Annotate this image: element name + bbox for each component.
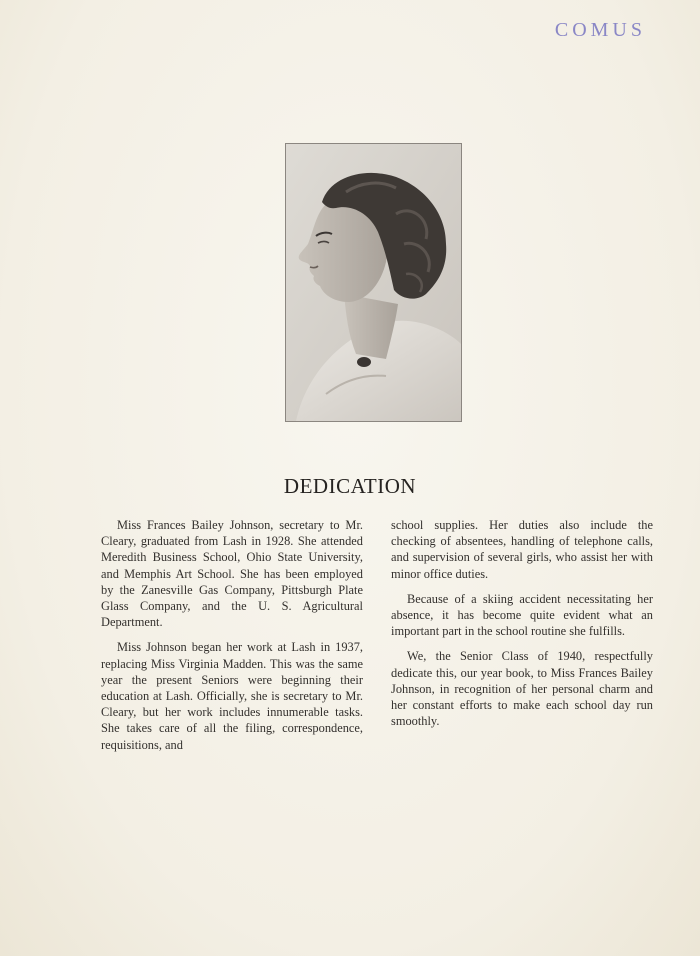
- text-column-left: [101, 517, 363, 762]
- page-title: DEDICATION: [283, 474, 417, 498]
- running-head-title: COMUS: [554, 19, 646, 41]
- paragraph: Miss Johnson began her work at Lash in 1937, replacing Miss Virginia Madden. This was the same year the present Seniors were beginning their education at Lash. Officially, she is secretary to Mr. Cleary, but her work includes innumerable tasks. She takes care of all the filing, correspondence, requisitions, and: [101, 640, 363, 752]
- paragraph: school supplies. Her duties also include the checking of absentees, handling of telephone calls, and supervision of several girls, who assist her with minor office duties.: [391, 518, 653, 581]
- portrait-illustration: [286, 144, 461, 421]
- text-column-right: [391, 517, 653, 738]
- paragraph: We, the Senior Class of 1940, respectfully dedicate this, our year book, to Miss Frances Bailey Johnson, in recognition of her personal charm and her constant efforts to make each school day run smoothly.: [391, 649, 653, 729]
- portrait-photo: [285, 143, 462, 422]
- paragraph: Miss Frances Bailey Johnson, secretary to Mr. Cleary, graduated from Lash in 1928. She attended Meredith Business School, Ohio State University, and Memphis Art School. She has been employed by the Zanesville Gas Company, Pittsburgh Plate Glass Company, and the U. S. Agricultural Department.: [101, 518, 363, 630]
- paragraph: Because of a skiing accident necessitating her absence, it has become quite evident what an important part in the school routine she fulfills.: [391, 591, 653, 639]
